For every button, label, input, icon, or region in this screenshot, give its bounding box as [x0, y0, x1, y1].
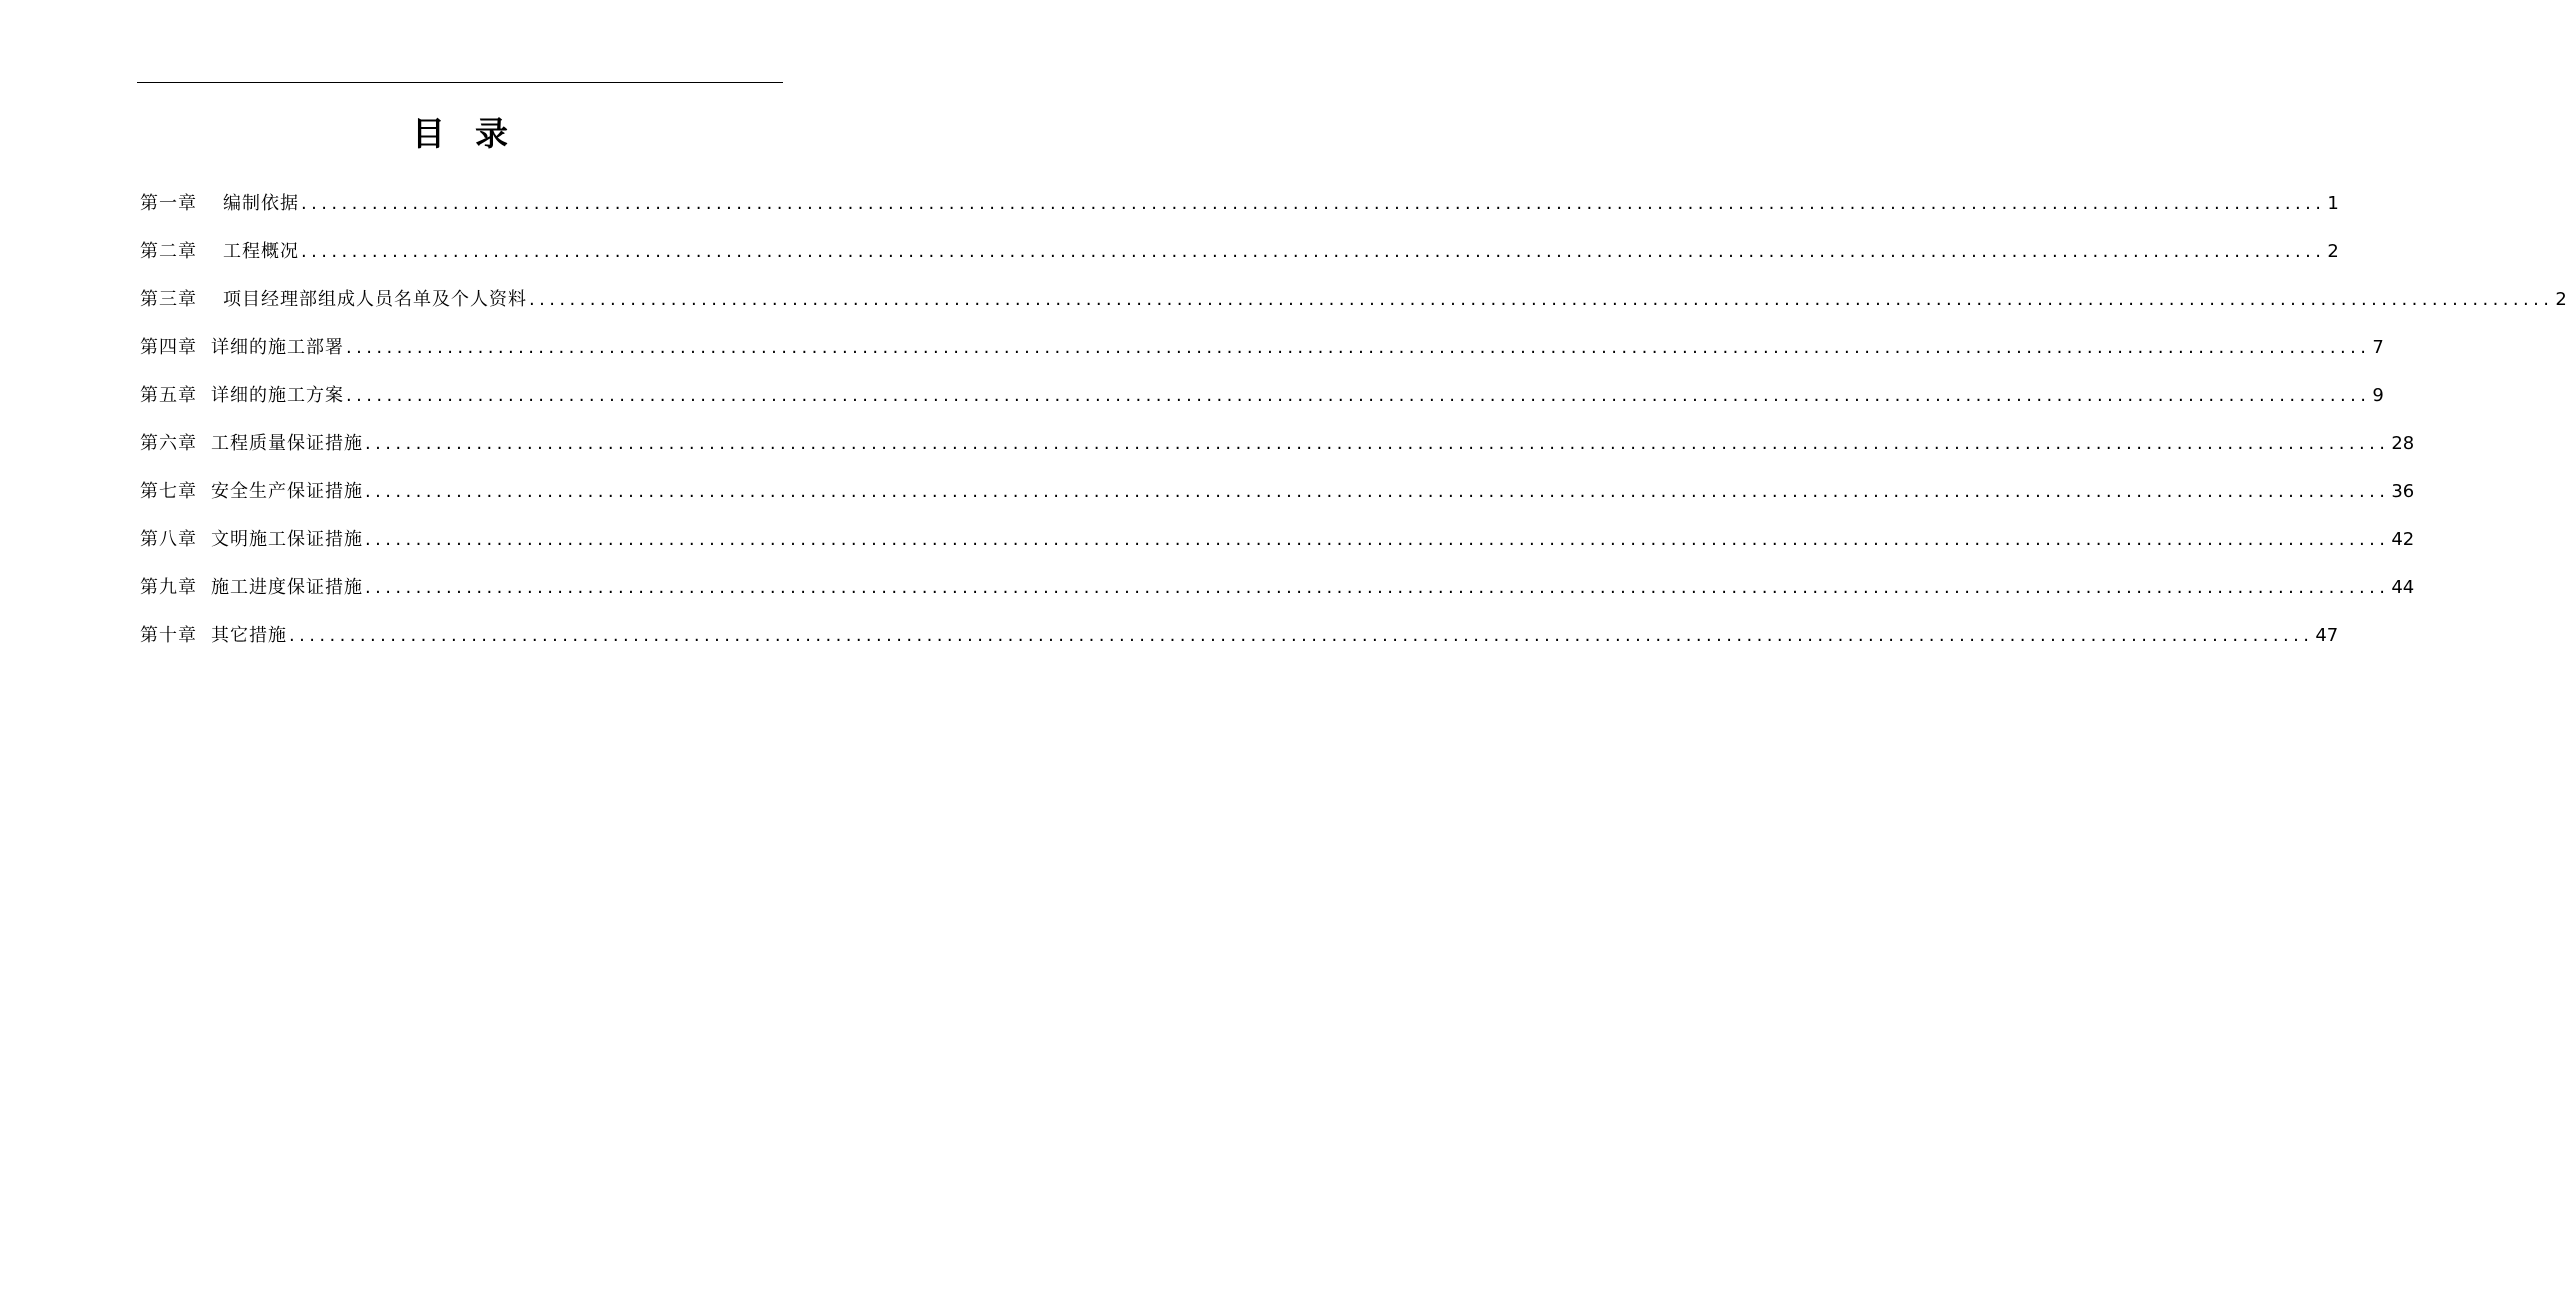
toc-entry-title: 详细的施工方案 — [211, 385, 344, 406]
toc-leader-dots: ........................................................................................................................................................................................................ — [301, 193, 2326, 214]
toc-leader-dots: ........................................................................................................................................................................................................ — [365, 577, 2390, 598]
toc-leader-dots: ........................................................................................................................................................................................................ — [289, 625, 2314, 646]
toc-page-number: 7 — [2372, 337, 2384, 358]
toc-entry-5[interactable] — [140, 372, 2384, 420]
toc-entry-title: 项目经理部组成人员名单及个人资料 — [223, 289, 527, 310]
toc-leader-dots: ........................................................................................................................................................................................................ — [346, 337, 2371, 358]
toc-leader-dots: ........................................................................................................................................................................................................ — [529, 289, 2554, 310]
toc-entry-title: 施工进度保证措施 — [211, 577, 363, 598]
toc-chapter-label: 第四章 — [140, 337, 197, 358]
toc-page-number: 36 — [2391, 481, 2415, 502]
toc-list — [140, 180, 2567, 660]
toc-leader-dots: ........................................................................................................................................................................................................ — [365, 529, 2390, 550]
toc-page-number: 47 — [2315, 625, 2339, 646]
toc-chapter-label: 第七章 — [140, 481, 197, 502]
toc-entry-2[interactable] — [140, 228, 2339, 276]
toc-entry-7[interactable] — [140, 468, 2415, 516]
toc-chapter-label: 第一章 — [140, 193, 197, 214]
toc-entry-title: 编制依据 — [223, 193, 299, 214]
toc-page-number: 1 — [2327, 193, 2339, 214]
toc-leader-dots: ........................................................................................................................................................................................................ — [365, 481, 2390, 502]
toc-entry-title: 安全生产保证措施 — [211, 481, 363, 502]
toc-entry-title: 工程质量保证措施 — [211, 433, 363, 454]
toc-entry-8[interactable] — [140, 516, 2415, 564]
toc-chapter-label: 第二章 — [140, 241, 197, 262]
toc-page-number: 44 — [2391, 577, 2415, 598]
toc-page-number: 42 — [2391, 529, 2415, 550]
toc-chapter-label: 第九章 — [140, 577, 197, 598]
toc-leader-dots: ........................................................................................................................................................................................................ — [346, 385, 2371, 406]
toc-chapter-label: 第五章 — [140, 385, 197, 406]
toc-chapter-label: 第六章 — [140, 433, 197, 454]
toc-entry-1[interactable] — [140, 180, 2339, 228]
toc-title: 目录 — [412, 114, 538, 153]
toc-entry-4[interactable] — [140, 324, 2384, 372]
toc-leader-dots: ........................................................................................................................................................................................................ — [365, 433, 2390, 454]
toc-entry-title: 工程概况 — [223, 241, 299, 262]
toc-page-number: 9 — [2372, 385, 2384, 406]
toc-page-number: 2 — [2327, 241, 2339, 262]
toc-page-number: 28 — [2391, 433, 2415, 454]
toc-entry-3[interactable] — [140, 276, 2567, 324]
toc-entry-title: 文明施工保证措施 — [211, 529, 363, 550]
toc-entry-6[interactable] — [140, 420, 2415, 468]
toc-chapter-label: 第十章 — [140, 625, 197, 646]
toc-entry-9[interactable] — [140, 564, 2415, 612]
toc-entry-title: 详细的施工部署 — [211, 337, 344, 358]
toc-entry-10[interactable] — [140, 612, 2339, 660]
toc-chapter-label: 第三章 — [140, 289, 197, 310]
toc-leader-dots: ........................................................................................................................................................................................................ — [301, 241, 2326, 262]
header-rule — [137, 82, 783, 83]
toc-chapter-label: 第八章 — [140, 529, 197, 550]
toc-entry-title: 其它措施 — [211, 625, 287, 646]
toc-page-number: 2 — [2555, 289, 2567, 310]
